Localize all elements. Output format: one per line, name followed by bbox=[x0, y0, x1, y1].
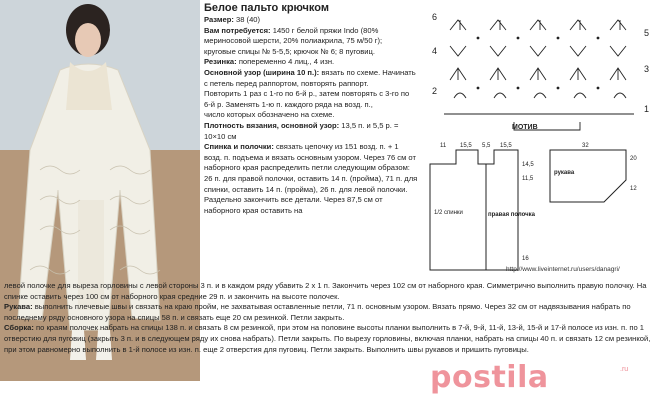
density-text: 13,5 п. и 5,5 р. = 10×10 см bbox=[204, 120, 399, 141]
density-label: Плотность вязания, основной узор: bbox=[204, 120, 340, 130]
rib-text: попеременно 4 лиц., 4 изн. bbox=[238, 57, 335, 67]
needed-text: 1450 г белой пряжи Indo (80% мериносовой шерсти, 20% полиакрила, 75 м/50 г); bbox=[204, 25, 383, 46]
dim-9: 20 bbox=[630, 156, 637, 162]
back-text-narrow: связать цепочку из 151 возд. п. + 1 возд. п. подъема и вязать основным узором. Через 76 см от наборного края распределить петли следующим образом: 26 п. для правой полочки, оставить 14 п. (пройма), 71 п. для спинки, оставить 14 п. (пройма), 26 п. для левой полочки. Раздельно закончить все детали. Через 87,5 см от наборного края оставить на bbox=[204, 142, 418, 215]
scheme-text: число которых обозначено на схеме. bbox=[204, 110, 335, 120]
scheme-row-6: 6 bbox=[432, 12, 438, 22]
watermark-site: .ru bbox=[620, 366, 629, 373]
rib-label: Резинка: bbox=[204, 57, 237, 67]
sleeve-label: рукава bbox=[554, 170, 575, 176]
scheme-row-5: 5 bbox=[644, 28, 650, 38]
size-value: 38 (40) bbox=[236, 15, 261, 24]
size-label: Размер: bbox=[204, 15, 234, 24]
back-label: Спинка и полочки: bbox=[204, 142, 274, 152]
sleeves-text: выполнить плечевые швы и связать на краю пройм, не захватывая оставленные петли, 71 п. основным узором. Вязать прямо. Через 32 см от надвязывания набрать по последнему ряду основного узора на спицы 58 п. и связать еще 20 см резинкой. Петли закрыть. bbox=[4, 302, 631, 322]
dim-2: 15,5 bbox=[460, 143, 472, 149]
scheme-row-4: 4 bbox=[432, 46, 438, 56]
assembly-label: Сборка: bbox=[4, 323, 34, 333]
dim-6: 11,5 bbox=[522, 176, 534, 182]
stitch-symbols bbox=[444, 20, 634, 130]
instructions-column bbox=[204, 2, 418, 216]
crochet-scheme bbox=[430, 2, 658, 134]
garment-pattern bbox=[426, 140, 658, 280]
needed-label: Вам потребуется: bbox=[204, 25, 271, 35]
scheme-row-1: 1 bbox=[644, 104, 650, 114]
dim-3: 5,5 bbox=[482, 143, 491, 149]
main-pattern-label: Основной узор (ширина 10 п.): bbox=[204, 67, 320, 77]
dim-10: 12 bbox=[630, 186, 637, 192]
watermark-logo: postila bbox=[430, 360, 549, 395]
dim-8: 32 bbox=[582, 143, 589, 149]
repeat-text: Повторить 1 раз с 1-го по 6-й р., затем повторять с 3-го по 6-й р. Заменять 1-ю п. каждого ряда на возд. п., bbox=[204, 89, 410, 109]
dim-7: 16 bbox=[522, 256, 529, 262]
main-pattern-text: вязать по схеме. Начинать с петель перед раппортом, повторять раппорт. bbox=[204, 67, 416, 88]
instructions-wide bbox=[4, 281, 656, 355]
dim-5: 14,5 bbox=[522, 162, 534, 168]
sleeves-label: Рукава: bbox=[4, 302, 33, 312]
scheme-row-3: 3 bbox=[644, 64, 650, 74]
front-label: правая полочка bbox=[488, 212, 535, 218]
dim-1: 11 bbox=[440, 143, 447, 149]
front-outline bbox=[486, 150, 518, 270]
assembly-text: по краям полочек набрать на спицы 138 п. и связать 8 см резинкой, при этом на половине высоты планки выполнить в 7-й, 9-й, 11-й, 13-й, 15-й и 17-й полосе из изн. п. по 1 отверстию для пуговиц (закрыть 3 п. и в следующем ряду их снова набрать). Петли закрыть. По вырезу горловины, включая планки, набрать на спицы 40 п. и связать 12 см резинкой, при этом равномерно выполнить в 1-й полосе из изн. п. еще 2 отверстия для пуговиц. Петли закрыть. Выполнить швы рукавов и пришить пуговицы. bbox=[4, 323, 651, 354]
page-title: Белое пальто крючком bbox=[204, 2, 329, 14]
needles-text: круговые спицы № 5-5,5; крючок № 6; 8 пуговиц. bbox=[204, 46, 375, 56]
back-label: 1/2 спинки bbox=[434, 210, 463, 216]
motiv-label: МОТИВ bbox=[512, 124, 538, 131]
back-text-wide: левой полочке для выреза горловины с левой стороны 3 п. и в каждом ряду убавить 2 х 1 п. Закончить через 102 см от наборного края. Симметрично выполнить правую полочку. На спинке оставить через 100 см от наборного края средние 29 п. и закончить на высоте полочек. bbox=[4, 281, 647, 301]
scheme-row-2: 2 bbox=[432, 86, 438, 96]
dim-4: 15,5 bbox=[500, 143, 512, 149]
sleeve-outline bbox=[550, 150, 626, 202]
source-url: http://www.liveinternet.ru/users/danagri/ bbox=[506, 266, 620, 273]
